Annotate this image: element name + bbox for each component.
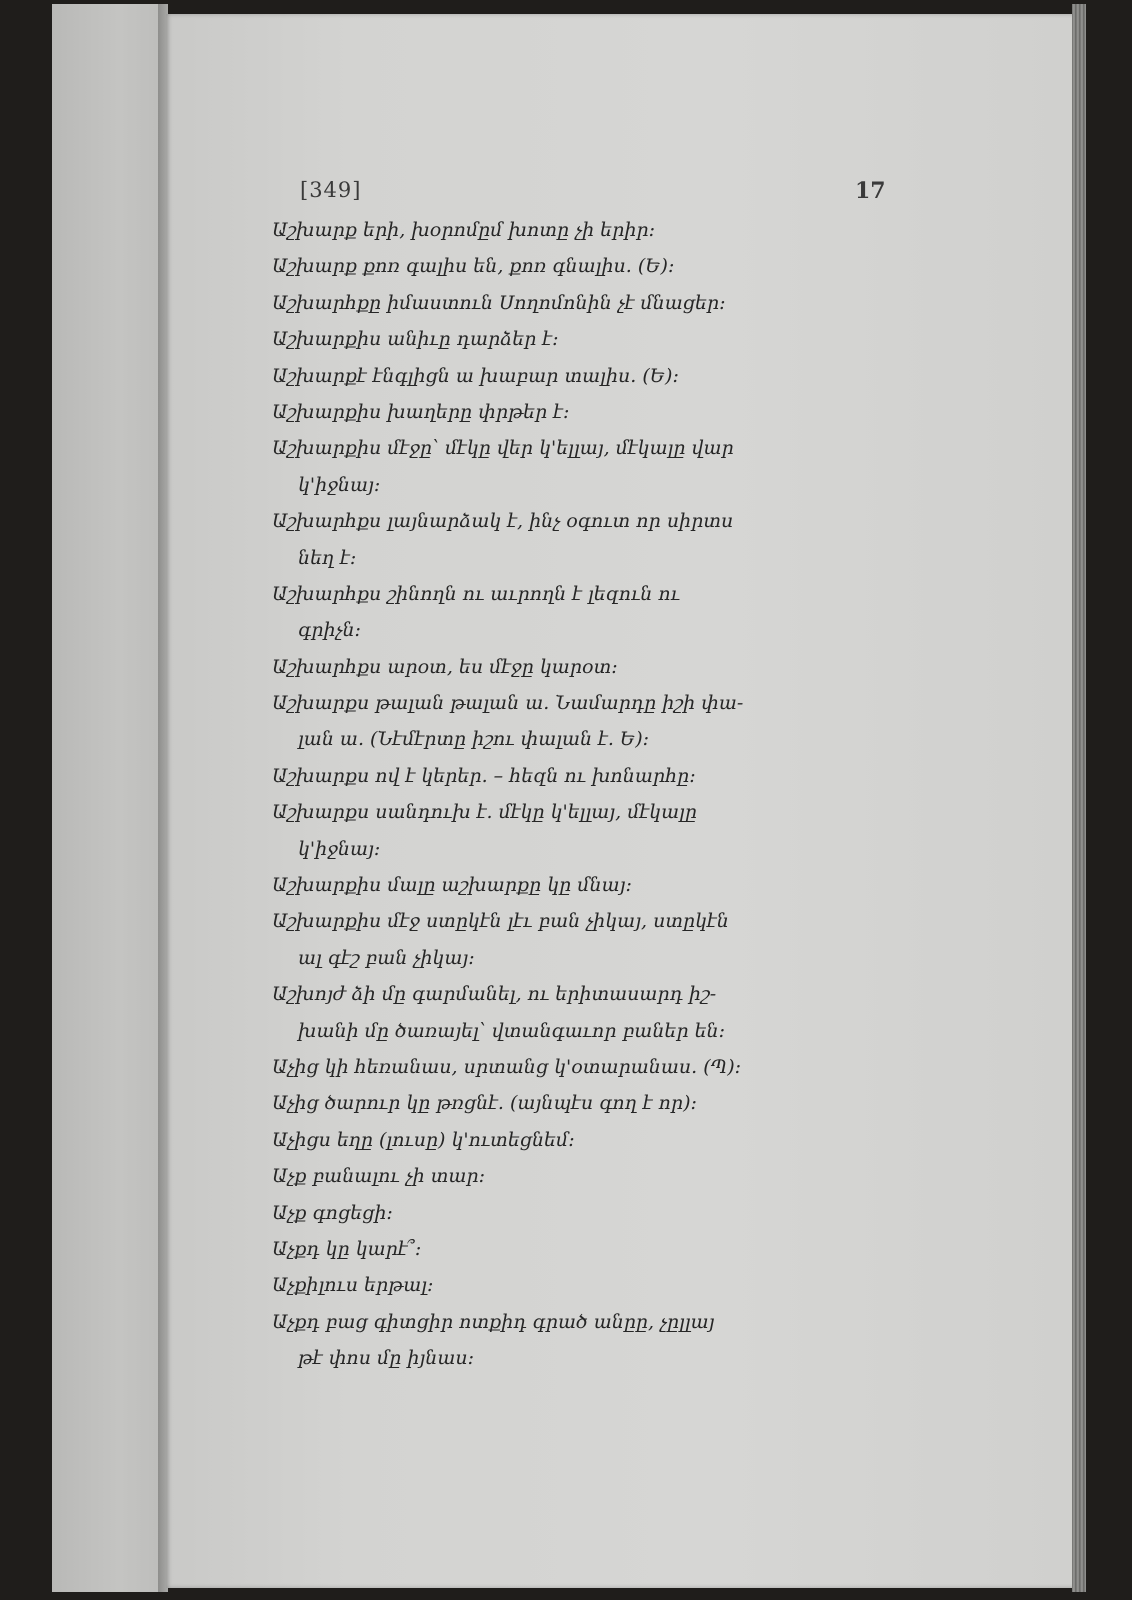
proverb-line: Աշխարք երի, խօրոմըմ խոտը չի երիր։ — [272, 219, 656, 241]
proverb-line: Աշխարքս թալան թալան ա. Նամարդը իշի փա- — [272, 692, 744, 715]
proverb-line: Աշխարհքս լայնարձակ է, ինչ օգուտ որ սիրտս — [272, 510, 734, 533]
proverb-line-continuation: ալ գէշ բան չիկայ։ — [298, 946, 475, 969]
proverb-line: Աշխարքիս մէջը՝ մէկը վեր կ'ելլայ, մէկալը վար — [272, 437, 734, 460]
bracket-page-number: [349] — [300, 178, 362, 202]
proverb-line: Աշխոյժ ձի մը գարմանել, ու երիտասարդ իշ- — [272, 983, 717, 1006]
proverb-line: Աչից կի հեռանաս, սրտանց կ'օտարանաս. (Պ)։ — [272, 1055, 742, 1078]
page-number: 17 — [855, 178, 886, 204]
proverb-line-continuation: խանի մը ծառայել՝ վտանգաւոր բաներ են։ — [298, 1019, 726, 1042]
proverb-line-continuation: գրիչն։ — [298, 619, 361, 642]
proverb-line: Աչք գոցեցի։ — [272, 1201, 393, 1224]
proverb-line: Աչք բանալու չի տար։ — [272, 1165, 486, 1188]
proverb-line: Աշխարքիս մէջ ստըկէն լէւ բան չիկայ, ստըկէն — [272, 910, 729, 933]
proverb-line: Աշխարհքը իմաստուն Սողոմոնին չէ մնացեր։ — [272, 291, 726, 314]
proverb-line: Աշխարհքս արօտ, ես մէջը կարօտ։ — [272, 655, 618, 678]
proverb-line: Աչքդ բաց գիտցիր ոտքիդ գրած անըը, չըլլայ — [272, 1310, 715, 1333]
proverb-line-continuation: նեղ է։ — [298, 546, 357, 569]
proverb-line: Աշխարքս սանդուխ է. մէկը կ'ելլայ, մէկալը — [272, 801, 697, 824]
proverb-line-continuation: կ'իջնայ։ — [298, 473, 381, 496]
proverb-line: Աչքիլուս երթալ։ — [272, 1274, 434, 1297]
proverb-line: Աչից ծարուր կը թռցնէ. (այնպէս գող է որ)։ — [272, 1092, 698, 1115]
proverb-text-block — [272, 212, 932, 1377]
proverb-line: Աշխարքիս անիւը դարձեր է։ — [272, 328, 559, 351]
left-page-margin — [52, 4, 164, 1592]
proverb-line: Աշխարքս ով է կերեր. – հեզն ու խոնարհը։ — [272, 764, 696, 787]
proverb-line-continuation: կ'իջնայ։ — [298, 837, 381, 860]
proverb-line: Աչքդ կը կարէ՞։ — [272, 1237, 422, 1260]
proverb-line: Աչիցս եղը (լուսը) կ'ուտեցնեմ։ — [272, 1128, 575, 1151]
proverb-line: Աշխարք քոռ գալիս են, քոռ գնալիս. (Ե)։ — [272, 255, 675, 278]
proverb-line: Աշխարքիս խաղերը փրթեր է։ — [272, 400, 570, 423]
proverb-line: Աշխարքիս մալը աշխարքը կը մնայ։ — [272, 874, 632, 897]
proverb-line-continuation: լան ա. (Նէմէրտը իշու փալան է. Ե)։ — [298, 728, 650, 751]
proverb-line: Աշխարքէ էնգլիցն ա խաբար տալիս. (Ե)։ — [272, 364, 679, 387]
page-stack-edge — [1072, 4, 1086, 1592]
proverb-line-continuation: թէ փոս մը իյնաս։ — [298, 1347, 475, 1370]
proverb-line: Աշխարհքս շինողն ու աւրողն է լեզուն ու — [272, 582, 680, 605]
